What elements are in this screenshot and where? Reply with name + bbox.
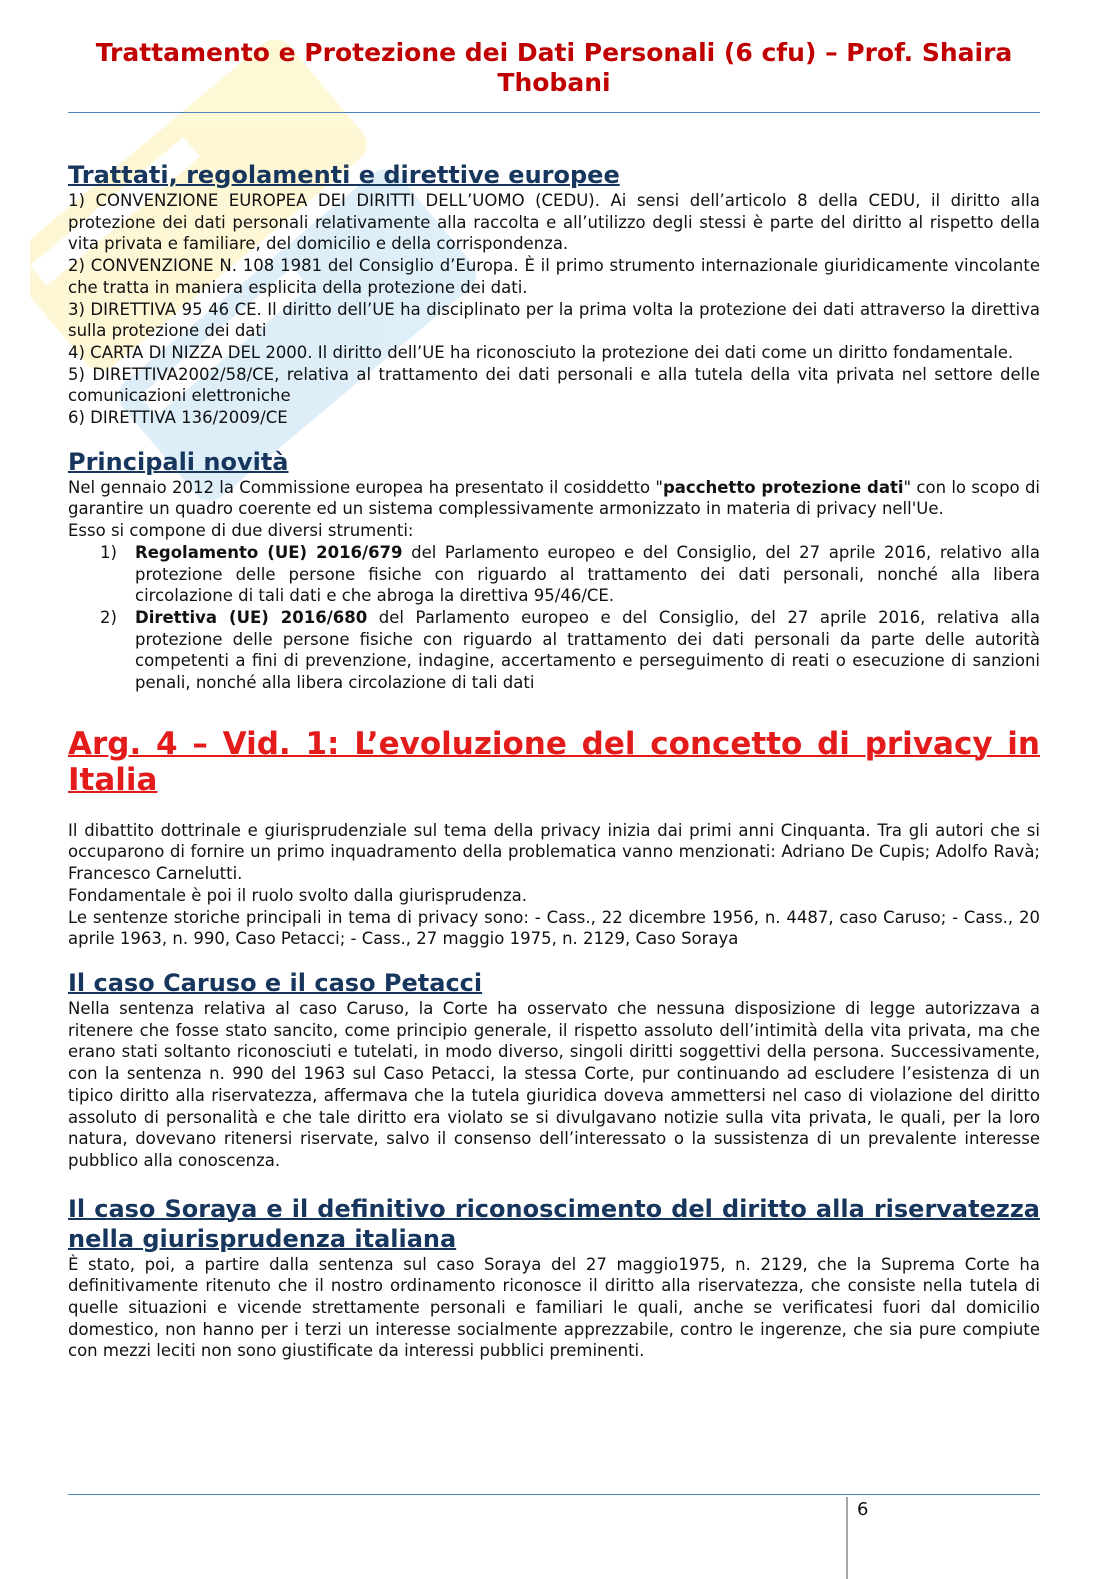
heading-principali-novita: Principali novità: [68, 447, 289, 476]
pacchetto-bold: pacchetto protezione dati: [662, 477, 904, 497]
header-line-2: Thobani: [497, 68, 611, 97]
heading-arg4: Arg. 4 – Vid. 1: L’evoluzione del concetto di privacy in Italia: [68, 725, 1040, 798]
trattati-item-1: 1) CONVENZIONE EUROPEA DEI DIRITTI DELL’UOMO (CEDU). Ai sensi dell’articolo 8 della CEDU, il diritto alla protezione dei dati personali relativamente alla raccolta e all’utilizzo degli stessi è parte del diritto al rispetto della vita privata e familiare, del domicilio e della corrispondenza.: [68, 191, 1040, 254]
tools-list: [68, 542, 1040, 694]
page-number: 6: [857, 1499, 869, 1520]
novita-intro: Nel gennaio 2012 la Commissione europea ha presentato il cosiddetto "pacchetto protezione dati" con lo scopo di garantire un quadro coerente ed un sistema complessivamente armonizzato in materia di privacy nell'Ue.: [68, 477, 1041, 519]
document-header: [68, 38, 1040, 98]
heading-caruso-petacci: Il caso Caruso e il caso Petacci: [68, 968, 483, 997]
trattati-item-5: 5) DIRETTIVA2002/58/CE, relativa al trattamento dei dati personali e alla tutela della vita privata nel settore delle comunicazioni elettroniche: [68, 364, 1040, 406]
document-body: [68, 160, 1040, 1362]
heading-soraya: Il caso Soraya e il definitivo riconoscimento del diritto alla riservatezza nella giurisprudenza italiana: [68, 1194, 1040, 1253]
arg4-paragraph-1: Il dibattito dottrinale e giurisprudenziale sul tema della privacy inizia dai primi anni Cinquanta. Tra gli autori che si occuparono di fornire un primo inquadramento della problematica vanno menzionati: Adriano De Cupis; Adolfo Ravà; Francesco Carnelutti.: [68, 820, 1040, 884]
caruso-paragraph: Nella sentenza relativa al caso Caruso, la Corte ha osservato che nessuna disposizione di legge autorizzava a ritenere che fosse stato sancito, come principio generale, il rispetto assoluto dell’intimità della vita privata, ma che erano stati soltanto riconosciuti e tutelati, in modo diverso, singoli diritti soggettivi della persona. Successivamente, con la sentenza n. 990 del 1963 sul Caso Petacci, la stessa Corte, pur continuando ad escludere l’esistenza di un tipico diritto alla riservatezza, affermava che la tutela giuridica doveva ammettersi nel caso di violazione del diritto assoluto di personalità e che tale diritto era violato se si divulgavano notizie sulla vita privata, le quali, per la loro natura, dovevano ritenersi riservate, salvo il consenso dell’interessato o la sussistenza di un prevalente interesse pubblico alla conoscenza.: [68, 998, 1040, 1170]
novita-composed: Esso si compone di due diversi strumenti:: [68, 521, 414, 541]
header-rule: [68, 112, 1040, 113]
arg4-paragraph-2: Fondamentale è poi il ruolo svolto dalla giurisprudenza.: [68, 885, 528, 905]
footer-rule: [68, 1494, 1040, 1495]
arg4-paragraph-3: Le sentenze storiche principali in tema di privacy sono: - Cass., 22 dicembre 1956, n. 4487, caso Caruso; - Cass., 20 aprile 1963, n. 990, Caso Petacci; - Cass., 27 maggio 1975, n. 2129, Caso Soraya: [68, 907, 1040, 949]
list-item: 2) Direttiva (UE) 2016/680 del Parlamento europeo e del Consiglio, del 27 aprile 2016, relativa alla protezione delle persone fisiche con riguardo al trattamento dei dati personali da parte delle autorità competenti a fini di prevenzione, indagine, accertamento e perseguimento di reati o esecuzione di sanzioni penali, nonché alla libera circolazione di tali dati: [100, 607, 1040, 693]
list-item: 1) Regolamento (UE) 2016/679 del Parlamento europeo e del Consiglio, del 27 aprile 2016, relativo alla protezione delle persone fisiche con riguardo al trattamento dei dati personali, nonché alla libera circolazione di tali dati e che abroga la direttiva 95/46/CE.: [100, 542, 1040, 606]
trattati-item-4: 4) CARTA DI NIZZA DEL 2000. Il diritto dell’UE ha riconosciuto la protezione dei dati come un diritto fondamentale.: [68, 342, 1014, 362]
trattati-item-3: 3) DIRETTIVA 95 46 CE. Il diritto dell’UE ha disciplinato per la prima volta la protezione dei dati attraverso la direttiva sulla protezione dei dati: [68, 299, 1040, 341]
soraya-paragraph: È stato, poi, a partire dalla sentenza sul caso Soraya del 27 maggio1975, n. 2129, che la Suprema Corte ha definitivamente ritenuto che il nostro ordinamento riconosce il diritto alla riservatezza, che consiste nella tutela di quelle situazioni e vicende strettamente personali e familiari le quali, anche se verificatesi fuori dal domicilio domestico, non hanno per i terzi un interesse socialmente apprezzabile, contro le ingerenze, che sia pure compiute con mezzi leciti non sono giustificate da interessi pubblici preminenti.: [68, 1254, 1040, 1361]
heading-trattati: Trattati, regolamenti e direttive europee: [68, 161, 620, 189]
trattati-item-6: 6) DIRETTIVA 136/2009/CE: [68, 408, 288, 428]
header-line-1: Trattamento e Protezione dei Dati Personali (6 cfu) – Prof. Shaira: [95, 38, 1013, 67]
trattati-item-2: 2) CONVENZIONE N. 108 1981 del Consiglio d’Europa. È il primo strumento internazionale giuridicamente vincolante che tratta in maniera esplicita della protezione dei dati.: [68, 256, 1040, 297]
page-number-divider: [846, 1497, 848, 1579]
